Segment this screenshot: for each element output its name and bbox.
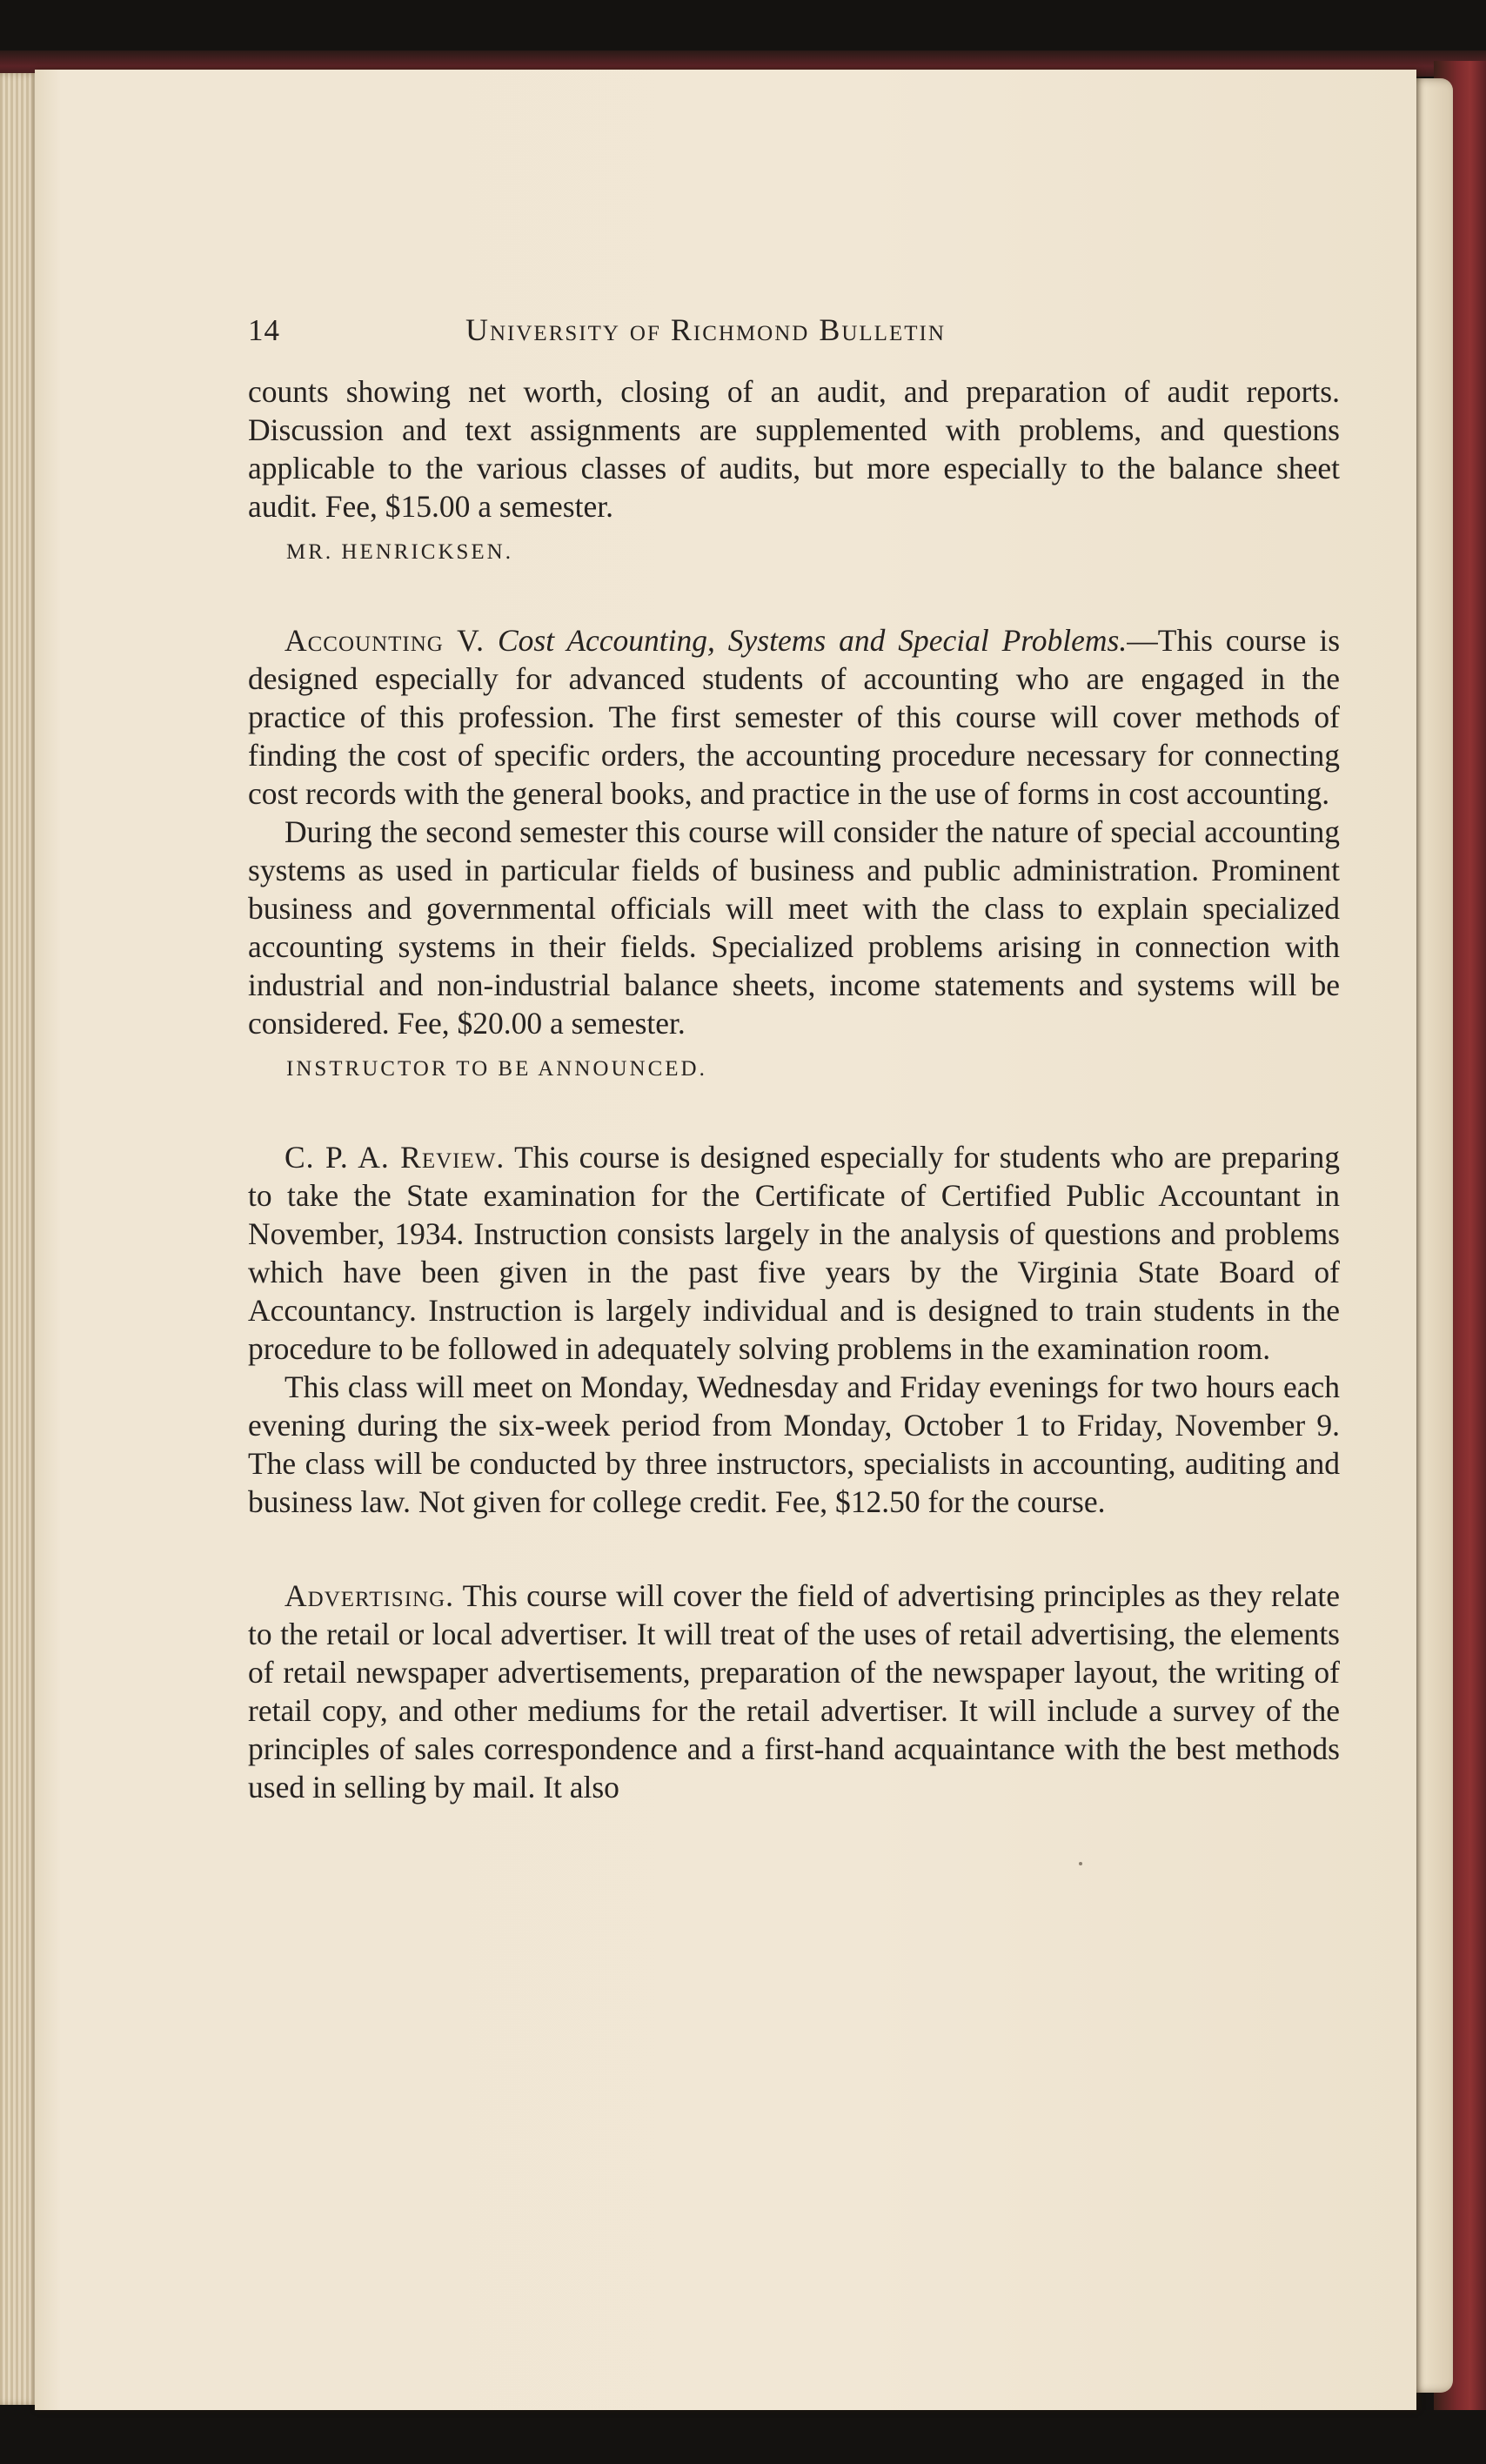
course-description: This course is designed especially for students who are preparing to take the State examination for the Certificate of Certified Public Accountant in November, 1934. Instruction consists largely in the analysis of questions and problems which have been given in the past five years by the Virginia State Board of Accountancy. Instruction is largely individual and is designed to train students in the procedure to be followed in adequately solving problems in the examination room. <box>248 1140 1340 1366</box>
course-name: Advertising. <box>284 1578 454 1613</box>
accounting-v-paragraph <box>248 621 1340 813</box>
instructor-line: INSTRUCTOR TO BE ANNOUNCED. <box>286 1057 707 1081</box>
course-description: —This course is designed especially for advanced students of accounting who are engaged in the practice of this profession. The first semester of this course will cover methods of finding the cost of specific orders, the accounting procedure necessary for connecting cost records with the general books, and practice in the use of forms in cost accounting. <box>248 623 1341 811</box>
running-title: University of Richmond Bulletin <box>465 312 946 347</box>
course-title: Cost Accounting, Systems and Special Problems. <box>497 623 1128 658</box>
course-description: This course will cover the field of advertising principles as they relate to the retail or local advertiser. It will treat of the uses of retail advertising, the elements of retail newspaper advertisements, preparation of the newspaper layout, the writing of retail copy, and other mediums for the retail advertiser. It will include a survey of the principles of sales correspondence and a first-hand acquaintance with the best methods used in selling by mail. It also <box>248 1578 1340 1804</box>
cpa-review-paragraph-2: This class will meet on Monday, Wednesday and Friday evenings for two hours each evening during the six-week period from Monday, October 1 to Friday, November 9. The class will be conducted by three instructors, specialists in accounting, auditing and business law. Not given for college credit. Fee, $12.50 for the course. <box>248 1369 1340 1519</box>
audit-continuation-paragraph: counts showing net worth, closing of an audit, and preparation of audit reports. Discussion and text assignments are supplemented with problems, and questions applicable to the various classes of audits, but more especially to the balance sheet audit. Fee, $15.00 a semester. <box>248 374 1340 524</box>
page-text <box>248 231 1340 1806</box>
page-number: 14 <box>248 313 280 347</box>
accounting-v-paragraph-2: During the second semester this course will consider the nature of special accounting systems as used in particular fields of business and public administration. Prominent business and governmental officials will meet with the class to explain specialized accounting systems in their fields. Specialized problems arising in connection with industrial and non-industrial balance sheets, income statements and systems will be considered. Fee, $20.00 a semester. <box>248 814 1340 1041</box>
cpa-review-paragraph <box>248 1138 1340 1368</box>
page-stack-edge <box>0 73 38 2405</box>
advertising-paragraph <box>248 1577 1340 1806</box>
running-header <box>248 311 1340 350</box>
instructor-line: MR. HENRICKSEN. <box>286 540 513 564</box>
paper-speck <box>1079 1862 1082 1865</box>
course-name: Accounting V. <box>284 623 485 658</box>
course-name: C. P. A. Review. <box>284 1140 505 1175</box>
